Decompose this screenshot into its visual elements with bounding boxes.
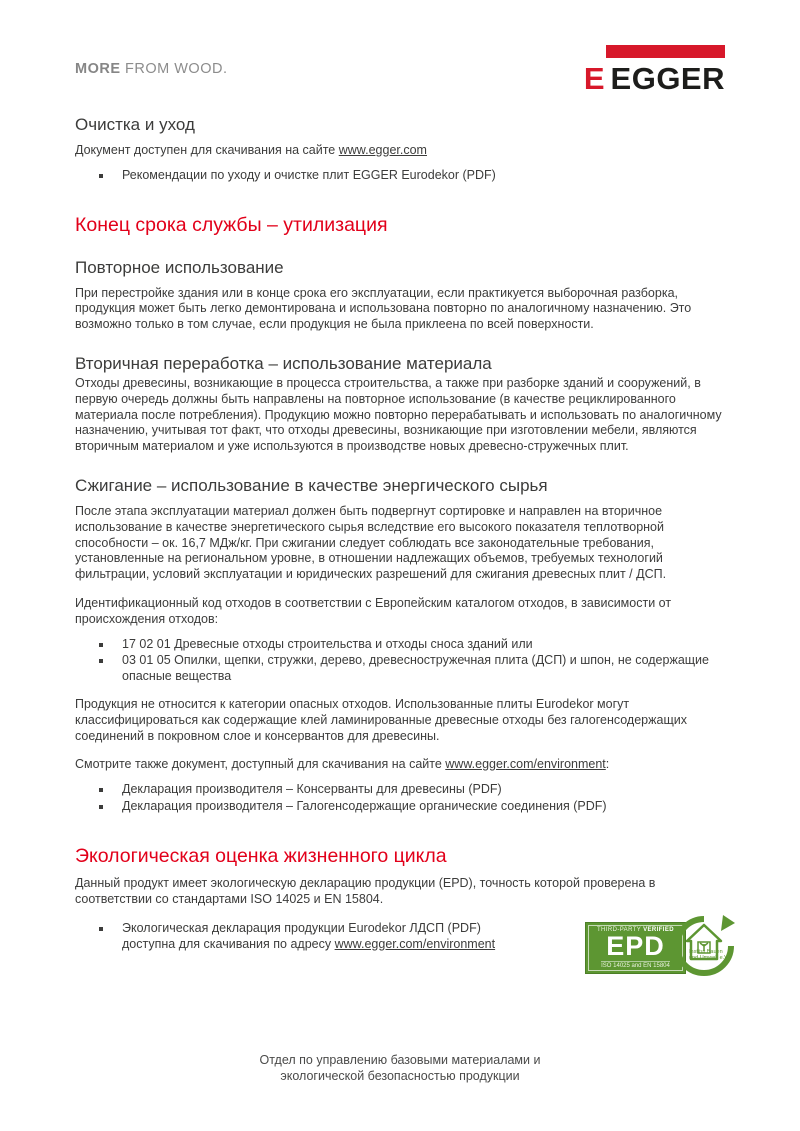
egger-logo xyxy=(584,45,725,94)
epd-bullet-line1: Экологическая декларация продукции Eurodekor ЛДСП (PDF) xyxy=(122,921,481,936)
epd-section xyxy=(75,915,729,981)
epd-standards-label: ISO 14025 and EN 15804 xyxy=(601,963,670,970)
paragraph-lifecycle-body: Данный продукт имеет экологическую декларацию продукции (EPD), точность которой проверена в соответствии со стандартами ISO 14025 и EN 15804. xyxy=(75,875,656,906)
see-also-colon: : xyxy=(605,757,610,772)
list-item: Декларация производителя – Консерванты для древесины (PDF) xyxy=(122,782,725,798)
tagline-rest: FROM WOOD. xyxy=(120,61,228,77)
list-item: 03 01 05 Опилки, щепки, стружки, дерево, древесностружечная плита (ДСП) и шпон, не содержащие опасные вещества xyxy=(122,653,725,685)
page-header xyxy=(0,0,800,94)
epd-logo-text: EPD xyxy=(606,931,665,962)
link-epd-download[interactable]: www.egger.com/environment xyxy=(334,937,496,952)
cleaning-intro-text: Документ доступен для скачивания на сайте xyxy=(75,143,339,157)
heading-lifecycle: Экологическая оценка жизненного цикла xyxy=(75,844,447,867)
footer-line2: экологической безопасностью продукции xyxy=(280,1069,520,1083)
epd-bullet-line2: доступна для скачивания по адресу xyxy=(122,937,335,952)
paragraph-reuse-body: При перестройке здания или в конце срока его эксплуатации, если практикуется выборочная разборка, продукция может быть легко демонтирована и использована повторно по аналогичному назначению. Это возможно только в том случае, если продукция не была приклеена по всей поверхности. xyxy=(75,285,692,332)
epd-bullet-list xyxy=(75,920,585,954)
heading-incineration: Сжигание – использование в качестве энергического сырья xyxy=(75,475,548,495)
declaration-doc-list xyxy=(75,782,725,815)
list-item: Декларация производителя – Галогенсодержащие органические соединения (PDF) xyxy=(122,799,725,815)
document-body xyxy=(0,115,800,981)
logo-wordmark xyxy=(584,63,725,94)
see-also-text: Смотрите также документ, доступный для скачивания на сайте xyxy=(75,757,446,772)
list-item: 17 02 01 Древесные отходы строительства и отходы сноса зданий или xyxy=(122,637,725,653)
tagline xyxy=(75,61,228,77)
heading-end-of-life: Конец срока службы – утилизация xyxy=(75,213,388,236)
waste-code-list xyxy=(75,637,725,685)
epd-verified-label: THIRD-PARTY VERIFIED xyxy=(596,927,674,934)
ibu-house-recycle-icon xyxy=(673,915,735,981)
heading-reuse: Повторное использование xyxy=(75,257,284,277)
footer-line1: Отдел по управлению базовыми материалами и xyxy=(259,1053,541,1067)
heading-recycling: Вторичная переработка – использование материала xyxy=(75,353,492,373)
paragraph-hazard-note: Продукция не относится к категории опасных отходов. Использованные плиты Eurodekor могут классифицироваться как содержащие клей ламинированные древесные отходы без галогенсодержащих соединений в покровном слое и консервантов для древесины. xyxy=(75,696,687,743)
link-egger-com[interactable]: www.egger.com xyxy=(338,143,427,157)
list-item: Рекомендации по уходу и очистке плит EGGER Eurodekor (PDF) xyxy=(122,168,725,184)
cleaning-bullet-list xyxy=(75,168,725,184)
paragraph-recycling-body: Отходы древесины, возникающие в процесса строительства, а также при разборке зданий и сооружений, в первую очередь должны быть направлены на повторное использование (в качестве рециклированного материала после потребления). Продукцию можно повторно перерабатывать и использовать по аналогичному назначению, учитывая тот факт, что отходы древесины, возникающие при изготовлении мебели, являются вторичным материалом и уже используются в производстве новых древесно-стружечных плит. xyxy=(75,375,722,454)
paragraph-see-also xyxy=(75,757,725,773)
logo-red-bar xyxy=(606,45,725,58)
egger-word: EGGER xyxy=(610,61,725,96)
paragraph-waste-codes-intro: Идентификационный код отходов в соответствии с Европейским каталогом отходов, в зависимости от происхождения отходов: xyxy=(75,595,672,626)
link-egger-environment[interactable]: www.egger.com/environment xyxy=(445,757,606,772)
epd-logo xyxy=(585,915,735,981)
egger-e-mark-icon: E xyxy=(583,61,604,96)
list-item xyxy=(122,921,585,953)
tagline-bold: MORE xyxy=(75,61,121,77)
paragraph-incineration-body: После этапа эксплуатации материал должен быть подвергнут сортировке и направлен на вторичное использование в качестве энергетического сырья вследствие его высокого показателя теплотворной способности – ок. 16,7 МДж/кг. При сжигании следует соблюдать все законодательные требования, установленные на региональном уровне, в отношении надлежащих объемов, требуемых технологий фильтрации, условий эксплуатации и юридических разрешений для сжигания древесных плит / ДСП. xyxy=(75,503,667,582)
epd-logo-box xyxy=(585,922,686,974)
paragraph-cleaning-intro xyxy=(75,143,725,159)
heading-cleaning: Очистка и уход xyxy=(75,115,195,134)
ibu-caption: Institut Bauen und Umwelt e.V. xyxy=(689,949,729,962)
footer xyxy=(0,1052,800,1084)
